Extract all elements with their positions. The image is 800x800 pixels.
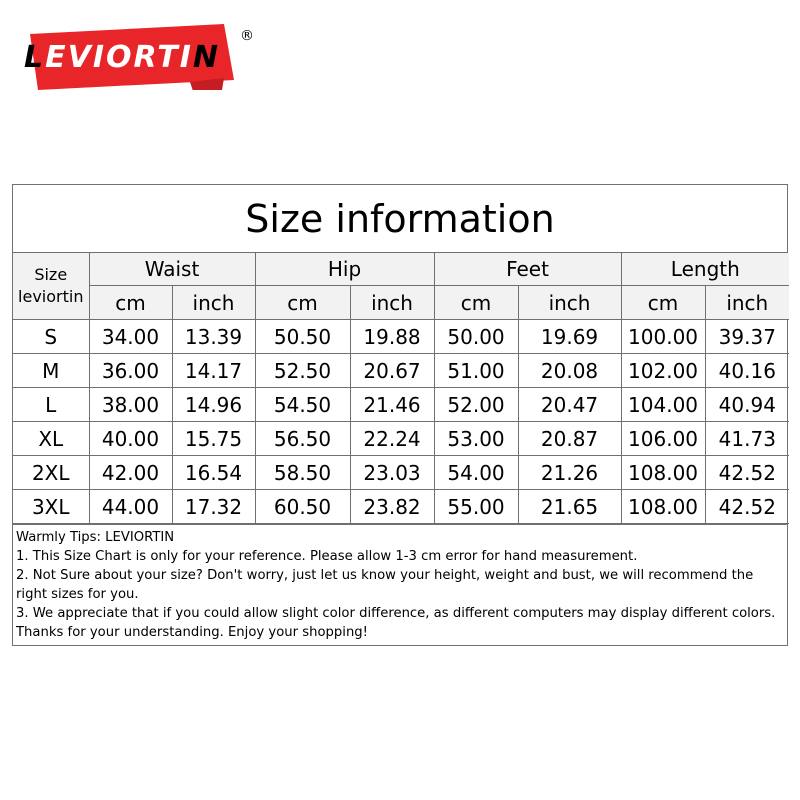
- measurement-cell: 42.52: [705, 456, 789, 490]
- table-row: [13, 320, 789, 354]
- measurement-cell: 14.96: [172, 388, 255, 422]
- measurement-cell: 51.00: [434, 354, 518, 388]
- unit-header-inch: inch: [350, 286, 434, 320]
- measurement-cell: 106.00: [621, 422, 705, 456]
- measurement-cell: 60.50: [255, 490, 350, 524]
- measurement-cell: 20.08: [518, 354, 621, 388]
- measurement-cell: 55.00: [434, 490, 518, 524]
- table-row: [13, 490, 789, 524]
- measurement-cell: 41.73: [705, 422, 789, 456]
- measurement-cell: 56.50: [255, 422, 350, 456]
- size-column-header: [13, 253, 89, 320]
- tip-line: Thanks for your understanding. Enjoy your shopping!: [16, 625, 368, 640]
- measurement-cell: 58.50: [255, 456, 350, 490]
- group-header-hip: Hip: [255, 253, 434, 286]
- measurement-cell: 21.46: [350, 388, 434, 422]
- measurement-cell: 40.16: [705, 354, 789, 388]
- logo-letters-middle: EVIORTI: [45, 39, 193, 75]
- size-label: L: [13, 388, 89, 422]
- measurement-cell: 39.37: [705, 320, 789, 354]
- table-row: [13, 354, 789, 388]
- measurement-cell: 38.00: [89, 388, 172, 422]
- unit-header-inch: inch: [518, 286, 621, 320]
- unit-header-inch: inch: [172, 286, 255, 320]
- measurement-cell: 23.82: [350, 490, 434, 524]
- measurement-cell: 19.88: [350, 320, 434, 354]
- table-row: [13, 456, 789, 490]
- size-header-line-2: leviortin: [18, 287, 84, 306]
- size-label: S: [13, 320, 89, 354]
- logo-letter-first: L: [24, 39, 46, 75]
- measurement-cell: 44.00: [89, 490, 172, 524]
- unit-header-cm: cm: [434, 286, 518, 320]
- measurement-cell: 50.00: [434, 320, 518, 354]
- measurement-cell: 22.24: [350, 422, 434, 456]
- measurement-cell: 108.00: [621, 490, 705, 524]
- measurement-cell: 20.67: [350, 354, 434, 388]
- measurement-cell: 54.50: [255, 388, 350, 422]
- group-header-length: Length: [621, 253, 789, 286]
- table-row: [13, 422, 789, 456]
- measurement-cell: 21.65: [518, 490, 621, 524]
- measurement-cell: 17.32: [172, 490, 255, 524]
- measurement-cell: 23.03: [350, 456, 434, 490]
- measurement-cell: 20.87: [518, 422, 621, 456]
- unit-header-inch: inch: [705, 286, 789, 320]
- size-label: M: [13, 354, 89, 388]
- measurement-cell: 14.17: [172, 354, 255, 388]
- tip-line: 1. This Size Chart is only for your reference. Please allow 1-3 cm error for hand measurement.: [16, 549, 638, 564]
- tip-line: Warmly Tips: LEVIORTIN: [16, 530, 175, 545]
- measurement-cell: 15.75: [172, 422, 255, 456]
- size-label: 2XL: [13, 456, 89, 490]
- logo-wordmark: [10, 32, 234, 82]
- unit-header-cm: cm: [255, 286, 350, 320]
- size-table: [13, 253, 789, 524]
- chart-title: Size information: [13, 185, 787, 253]
- table-row: [13, 388, 789, 422]
- measurement-cell: 19.69: [518, 320, 621, 354]
- registered-mark: ®: [240, 28, 254, 44]
- unit-header-cm: cm: [89, 286, 172, 320]
- measurement-cell: 53.00: [434, 422, 518, 456]
- measurement-cell: 13.39: [172, 320, 255, 354]
- measurement-cell: 34.00: [89, 320, 172, 354]
- unit-header-cm: cm: [621, 286, 705, 320]
- measurement-cell: 52.00: [434, 388, 518, 422]
- measurement-cell: 21.26: [518, 456, 621, 490]
- tip-line: 2. Not Sure about your size? Don't worry, just let us know your height, weight and bust, we will recommend the right sizes for you.: [16, 568, 754, 602]
- measurement-cell: 40.00: [89, 422, 172, 456]
- group-header-feet: Feet: [434, 253, 621, 286]
- brand-logo: [10, 20, 254, 90]
- measurement-cell: 100.00: [621, 320, 705, 354]
- warm-tips: [13, 524, 787, 645]
- size-label: 3XL: [13, 490, 89, 524]
- unit-header-row: [13, 286, 789, 320]
- measurement-cell: 36.00: [89, 354, 172, 388]
- measurement-cell: 102.00: [621, 354, 705, 388]
- size-header-line-1: Size: [34, 265, 68, 284]
- size-chart: [12, 184, 788, 646]
- measurement-cell: 20.47: [518, 388, 621, 422]
- measurement-cell: 40.94: [705, 388, 789, 422]
- measurement-cell: 16.54: [172, 456, 255, 490]
- tip-line: 3. We appreciate that if you could allow slight color difference, as different computers may display different colors.: [16, 606, 776, 621]
- measurement-cell: 108.00: [621, 456, 705, 490]
- measurement-cell: 54.00: [434, 456, 518, 490]
- measurement-cell: 50.50: [255, 320, 350, 354]
- measurement-cell: 52.50: [255, 354, 350, 388]
- measurement-cell: 104.00: [621, 388, 705, 422]
- size-label: XL: [13, 422, 89, 456]
- logo-letter-last: N: [192, 39, 220, 75]
- measurement-cell: 42.00: [89, 456, 172, 490]
- measurement-cell: 42.52: [705, 490, 789, 524]
- group-header-waist: Waist: [89, 253, 255, 286]
